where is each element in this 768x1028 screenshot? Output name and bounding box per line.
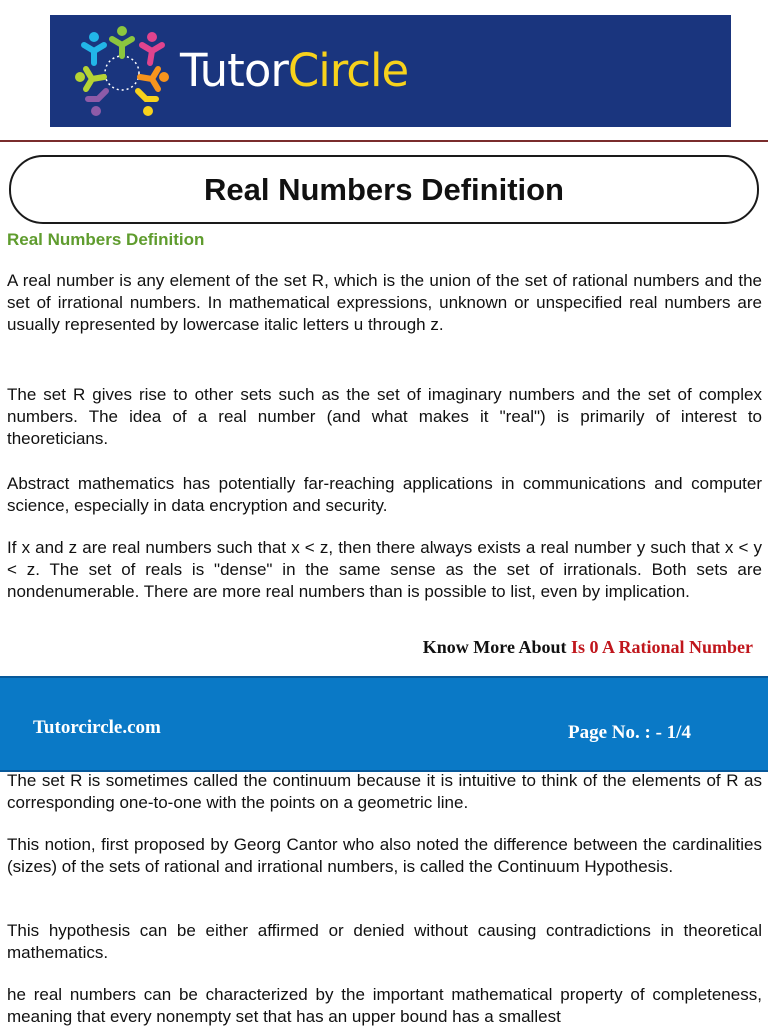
page-footer	[0, 676, 768, 772]
know-more-line	[423, 637, 753, 658]
know-more-link[interactable]: Is 0 A Rational Number	[570, 637, 753, 657]
header-banner	[50, 15, 731, 127]
section-heading: Real Numbers Definition	[7, 230, 205, 249]
people-circle-logo-icon	[72, 23, 172, 119]
page-title: Real Numbers Definition	[204, 171, 564, 207]
brand-name	[180, 45, 408, 97]
title-box	[9, 155, 759, 224]
paragraph: This hypothesis can be either affirmed or denied without causing contradictions in theoretical mathematics.	[7, 921, 762, 962]
brand-name-part2: Circle	[287, 44, 409, 97]
header-divider	[0, 140, 768, 142]
site-link[interactable]: Tutorcircle.com	[33, 717, 161, 738]
paragraph: A real number is any element of the set R, which is the union of the set of rational numbers and the set of irrational numbers. In mathematical expressions, unknown or unspecified real numbers are usually represented by lowercase italic letters u through z.	[7, 271, 762, 334]
brand-name-part1: Tutor	[180, 44, 288, 97]
page-number: Page No. : - 1/4	[568, 722, 691, 743]
paragraph: The set R gives rise to other sets such as the set of imaginary numbers and the set of complex numbers. The idea of a real number (and what makes it "real") is primarily of interest to theoreticians.	[7, 385, 762, 448]
paragraph: he real numbers can be characterized by the important mathematical property of completeness, meaning that every nonempty set that has an upper bound has a smallest	[7, 985, 762, 1026]
paragraph: Abstract mathematics has potentially far-reaching applications in communications and computer science, especially in data encryption and security.	[7, 474, 762, 515]
know-more-label: Know More About	[422, 637, 571, 657]
paragraph: If x and z are real numbers such that x < z, then there always exists a real number y such that x < y < z. The set of reals is "dense" in the same sense as the set of irrationals. Both sets are nondenumerable. There are more real numbers than is possible to list, even by implication.	[7, 538, 762, 601]
paragraph: This notion, first proposed by Georg Cantor who also noted the difference between the cardinalities (sizes) of the sets of rational and irrational numbers, is called the Continuum Hypothesis.	[7, 835, 762, 876]
paragraph: The set R is sometimes called the continuum because it is intuitive to think of the elements of R as corresponding one-to-one with the points on a geometric line.	[7, 771, 762, 812]
